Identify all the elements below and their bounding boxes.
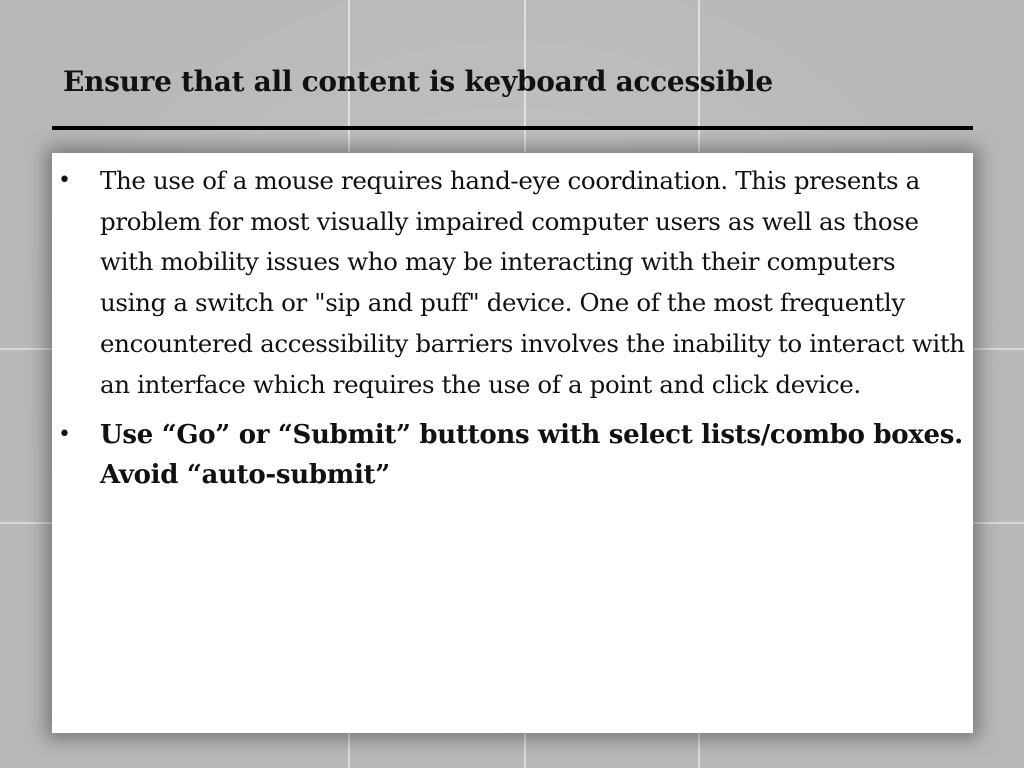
bullet-list [52, 161, 973, 505]
bullet-text-emphasis: Use “Go” or “Submit” buttons with select lists/combo boxes. Avoid “auto-submit” [100, 420, 963, 491]
bullet-text: The use of a mouse requires hand-eye coordination. This presents a problem for most visually impaired computer users as well as those with mobility issues who may be interacting with their computers using a switch or "sip and puff" device. One of the most frequently encountered accessibility barriers involves the inability to interact with an interface which requires the use of a point and click device. [100, 166, 965, 399]
bullet-marker: • [58, 422, 71, 448]
bullet-marker: • [58, 168, 71, 193]
slide-title: Ensure that all content is keyboard accessible [63, 65, 773, 98]
content-box [52, 153, 973, 733]
bullet-item-submit-buttons [52, 415, 973, 495]
bullet-item-mouse-coordination [52, 161, 973, 405]
title-divider [52, 126, 973, 130]
